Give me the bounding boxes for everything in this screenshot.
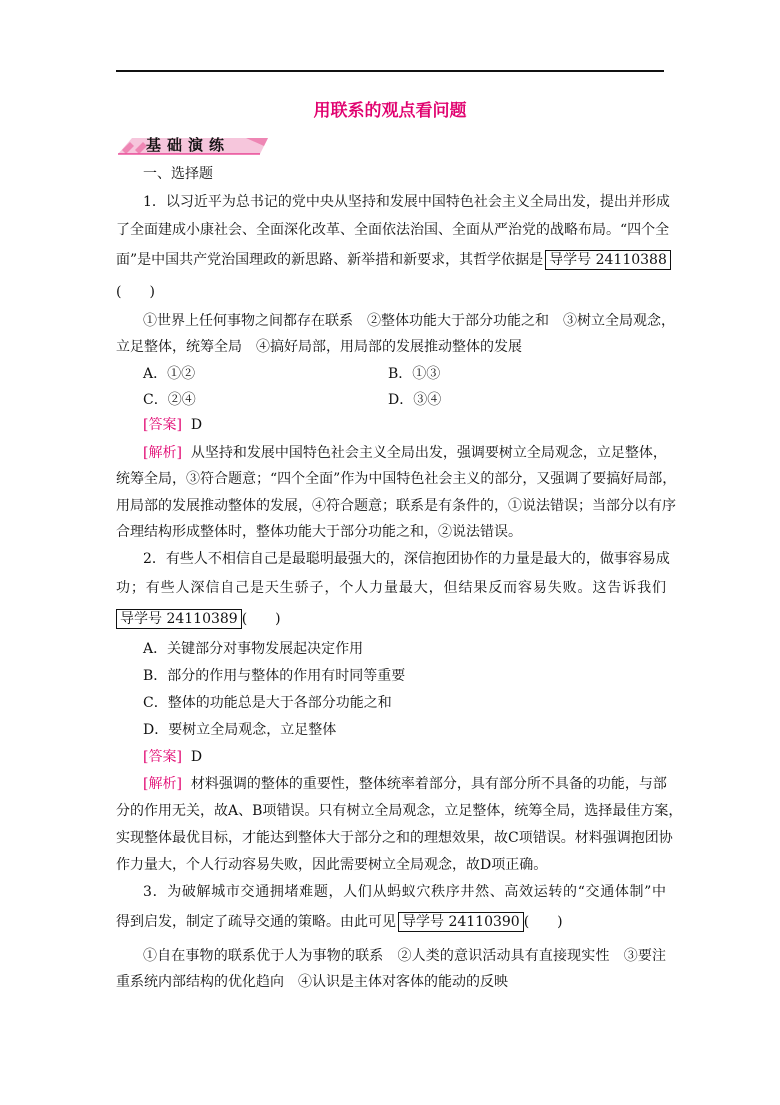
q1-option-d: D．③④	[388, 392, 442, 408]
q3-answer-paren: ( )	[523, 914, 563, 930]
q1-stem-line: 了全面建成小康社会、全面深化改革、全面依法治国、全面从严治党的战略布局。“四个全	[116, 222, 670, 238]
q1-answer	[143, 415, 666, 435]
q1-answer-tag: [答案]	[143, 417, 182, 433]
q2-answer-value: D	[190, 749, 203, 765]
q1-guide-number: 导学号 24110388	[545, 250, 671, 270]
q2-analysis-text: 材料强调的整体的重要性，整体统率着部分，具有部分所不具备的功能，与部	[190, 776, 667, 792]
q2-stem-line: 功；有些人深信自己是天生骄子，个人力量最大，但结果反而容易失败。这告诉我们	[116, 580, 666, 596]
section-heading: 一、选择题	[143, 166, 213, 182]
q3-stem-line: 3．为破解城市交通拥堵难题，人们从蚂蚁穴秩序井然、高效运转的“交通体制”中	[143, 884, 666, 900]
q1-option-c: C．②④	[143, 392, 196, 408]
q1-analysis-text: 从坚持和发展中国特色社会主义全局出发，强调要树立全局观念，立足整体，	[190, 445, 667, 461]
q1-analysis-tag: [解析]	[143, 445, 182, 461]
q2-option-d: D．要树立全局观念，立足整体	[143, 722, 337, 738]
q2-analysis-line	[143, 774, 666, 794]
section-banner	[118, 132, 268, 158]
q2-option-c: C．整体的功能总是大于各部分功能之和	[143, 695, 392, 711]
q1-items-line: ①世界上任何事物之间都存在联系 ②整体功能大于部分功能之和 ③树立全局观念，	[143, 313, 675, 329]
q1-option-b: B．①③	[388, 366, 441, 382]
q1-analysis-line: 用局部的发展推动整体的发展，④符合题意；联系是有条件的，①说法错误；当部分以有序	[116, 498, 676, 514]
q2-option-a: A．关键部分对事物发展起决定作用	[143, 641, 364, 657]
q1-analysis-line: 统筹全局，③符合题意；“四个全面”作为中国特色社会主义的部分，又强调了要搞好局部，	[116, 471, 677, 487]
q3-stem-line	[116, 912, 666, 932]
q2-guide-line	[116, 609, 666, 629]
q3-guide-number: 导学号 24110390	[398, 912, 524, 932]
q3-stem-text: 得到启发，制定了疏导交通的策略。由此可见	[116, 914, 396, 930]
q2-answer	[143, 747, 666, 767]
page-title: 用联系的观点看问题	[313, 101, 467, 121]
q1-analysis-line	[143, 443, 666, 463]
q1-answer-value: D	[190, 417, 203, 433]
q2-analysis-line: 实现整体最优目标，才能达到整体大于部分之和的理想效果，故C项错误。材料强调抱团协	[116, 830, 673, 846]
section-banner-label: 基础演练	[146, 136, 231, 154]
q2-analysis-tag: [解析]	[143, 776, 182, 792]
q1-stem-line: 1．以习近平为总书记的党中央从坚持和发展中国特色社会主义全局出发，提出并形成	[143, 194, 670, 210]
q2-answer-tag: [答案]	[143, 749, 182, 765]
q1-stem-line	[116, 250, 666, 270]
q1-stem-text: 面”是中国共产党治国理政的新思路、新举措和新要求，其哲学依据是	[116, 252, 544, 268]
q2-stem-line: 2．有些人不相信自己是最聪明最强大的，深信抱团协作的力量是最大的，做事容易成	[143, 551, 670, 567]
q2-analysis-line: 分的作用无关，故A、B项错误。只有树立全局观念，立足整体，统筹全局，选择最佳方案，	[116, 803, 683, 819]
q1-analysis-line: 合理结构形成整体时，整体功能大于部分功能之和，②说法错误。	[116, 524, 522, 540]
q1-items-line: 立足整体，统筹全局 ④搞好局部，用局部的发展推动整体的发展	[116, 339, 522, 355]
q2-guide-number: 导学号 24110389	[116, 609, 242, 629]
q1-option-a: A．①②	[143, 366, 196, 382]
q3-items-line: 重系统内部结构的优化趋向 ④认识是主体对客体的能动的反映	[116, 974, 508, 990]
q2-answer-paren: ( )	[241, 611, 281, 627]
q2-option-b: B．部分的作用与整体的作用有时同等重要	[143, 668, 406, 684]
header-rule	[116, 70, 664, 72]
q3-items-line: ①自在事物的联系优于人为事物的联系 ②人类的意识活动具有直接现实性 ③要注	[143, 948, 666, 964]
q1-answer-paren: ( )	[116, 284, 155, 300]
q2-analysis-line: 作力量大，个人行动容易失败，因此需要树立全局观念，故D项正确。	[116, 857, 548, 873]
